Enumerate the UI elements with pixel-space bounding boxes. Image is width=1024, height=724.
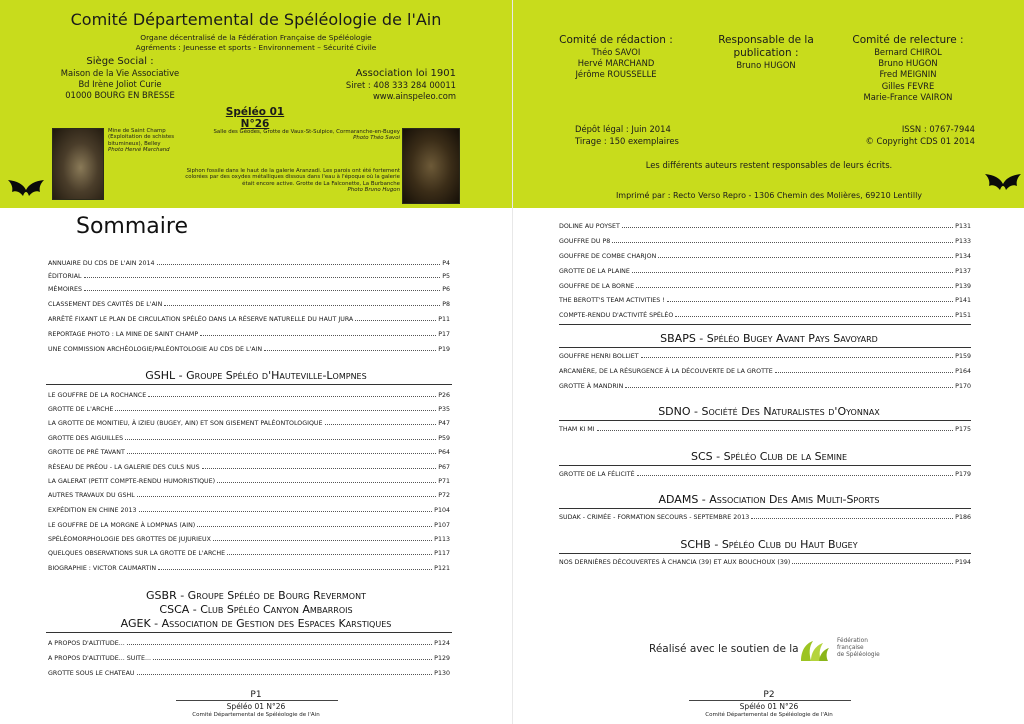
toc-entry bbox=[48, 560, 450, 572]
toc-entry bbox=[559, 218, 971, 230]
siege-heading: Siège Social : bbox=[86, 56, 154, 67]
toc-leader-dots bbox=[148, 396, 436, 397]
toc-entry-title: EXPÉDITION EN CHINE 2013 bbox=[48, 507, 137, 514]
org-subtitle-1: Organe décentralisé de la Fédération Française de Spéléologie bbox=[140, 33, 372, 42]
toc-entry bbox=[48, 531, 450, 543]
toc-entry-title: AUTRES TRAVAUX DU GSHL bbox=[48, 492, 135, 499]
toc-leader-dots bbox=[84, 290, 440, 291]
ffs-line-2: française bbox=[837, 644, 864, 651]
toc-entry bbox=[559, 348, 971, 360]
support-text: Réalisé avec le soutien de la bbox=[649, 643, 799, 655]
toc-leader-dots bbox=[632, 272, 953, 273]
issue-number: Spéléo 01 N°26 bbox=[225, 106, 285, 130]
toc-leader-dots bbox=[612, 242, 953, 243]
toc-entry bbox=[48, 635, 450, 647]
ffs-line-1: Fédération bbox=[837, 638, 868, 644]
toc-leader-dots bbox=[127, 453, 436, 454]
siege-social bbox=[60, 56, 180, 102]
toc-entry-title: COMPTE-RENDU D'ACTIVITÉ SPÉLÉO bbox=[559, 312, 674, 319]
relecture-name: Marie-France VAIRON bbox=[863, 91, 953, 102]
section-heading-gshl: GSHL - Groupe Spéléo d'Hauteville-Lompnes bbox=[145, 369, 367, 382]
toc-entry-page: P8 bbox=[442, 301, 450, 308]
siege-line-1: Maison de la Vie Associative bbox=[60, 68, 180, 78]
toc-entry bbox=[48, 387, 450, 399]
page-2 bbox=[512, 0, 1024, 724]
toc-entry-page: P139 bbox=[955, 283, 971, 290]
relecture-name: Bruno HUGON bbox=[878, 58, 938, 69]
org-subtitle-2: Agréments : Jeunesse et sports - Environnement – Sécurité Civile bbox=[135, 43, 377, 52]
toc-leader-dots bbox=[197, 526, 432, 527]
toc-entry bbox=[48, 487, 450, 499]
toc-entry-page: P107 bbox=[434, 522, 450, 529]
toc-entry-title: LA GALERAT (PETIT COMPTE-RENDU HUMORISTIQUE) bbox=[48, 478, 216, 485]
toc-entry bbox=[559, 307, 971, 319]
section-heading-csca: CSCA - Club Spéléo Canyon Ambarrois bbox=[159, 603, 353, 616]
toc-entry-title: QUELQUES OBSERVATIONS SUR LA GROTTE DE L'ARCHE bbox=[48, 550, 226, 557]
toc-leader-dots bbox=[137, 496, 436, 497]
bat-icon bbox=[983, 172, 1023, 194]
toc-leader-dots bbox=[751, 518, 953, 519]
toc-entry bbox=[48, 326, 450, 338]
toc-leader-dots bbox=[675, 316, 953, 317]
toc-entry-page: P133 bbox=[955, 238, 971, 245]
toc-entry bbox=[48, 430, 450, 442]
toc-entry-page: P151 bbox=[955, 312, 971, 319]
toc-leader-dots bbox=[153, 659, 432, 660]
toc-leader-dots bbox=[775, 372, 953, 373]
toc-entry-title: GROTTE DE LA PLAINE bbox=[559, 268, 630, 275]
section-heading-gsbr: GSBR - Groupe Spéléo de Bourg Revermont bbox=[146, 589, 366, 602]
toc-entry-title: ARCANIÈRE, DE LA RÉSURGENCE À LA DÉCOUVERTE DE LA GROTTE bbox=[559, 368, 773, 375]
toc-entry-title: ÉDITORIAL bbox=[48, 273, 82, 280]
photo3-credit: Photo Bruno Hugon bbox=[347, 187, 400, 194]
toc-entry-title: GROTTE À MANDRIN bbox=[559, 383, 624, 390]
toc-entry-title: SPÉLÉOMORPHOLOGIE DES GROTTES DE JUJURIEUX bbox=[48, 536, 211, 543]
association-info bbox=[326, 68, 456, 103]
section-rule bbox=[46, 384, 452, 385]
toc-entry-page: P121 bbox=[434, 565, 450, 572]
toc-entry-page: P129 bbox=[434, 655, 450, 662]
relecture-heading: Comité de relecture : bbox=[852, 34, 964, 46]
footer-org: Comité Départemental de Spéléologie de l'Ain bbox=[705, 712, 833, 718]
photo1-caption-text: Mine de Saint Champ (Exploitation de schistes bitumineux), Belley bbox=[108, 128, 175, 147]
toc-entry bbox=[48, 444, 450, 456]
toc-entry bbox=[48, 255, 450, 267]
toc-entry bbox=[48, 268, 450, 280]
toc-entry-page: P11 bbox=[438, 316, 450, 323]
toc-entry-title: GOUFFRE DE LA BORNE bbox=[559, 283, 635, 290]
photo3-caption bbox=[182, 168, 400, 194]
toc-entry-title: RÉSEAU DE PRÉOU - LA GALERIE DES CULS NUS bbox=[48, 464, 200, 471]
toc-entry-page: P104 bbox=[434, 507, 450, 514]
section-heading-schb: SCHB - Spéléo Club du Haut Bugey bbox=[680, 538, 858, 551]
toc-leader-dots bbox=[667, 301, 953, 302]
toc-entry-page: P19 bbox=[438, 346, 450, 353]
footer-issue: Spéléo 01 N°26 bbox=[226, 702, 286, 711]
photo2-credit: Photo Théo Savoi bbox=[353, 135, 400, 142]
toc-leader-dots bbox=[202, 468, 437, 469]
toc-entry-title: LE GOUFFRE DE LA MORGNE À LOMPNAS (AIN) bbox=[48, 522, 196, 529]
toc-entry bbox=[48, 281, 450, 293]
toc-entry bbox=[559, 363, 971, 375]
ffs-line-3: de Spéléologie bbox=[837, 651, 880, 658]
toc-entry-page: P141 bbox=[955, 297, 971, 304]
toc-entry bbox=[559, 509, 971, 521]
toc-entry-title: LE GOUFFRE DE LA ROCHANCE bbox=[48, 392, 147, 399]
toc-entry-title: CLASSEMENT DES CAVITÉS DE L'AIN bbox=[48, 301, 163, 308]
section-rule bbox=[46, 632, 452, 633]
toc-entry bbox=[48, 665, 450, 677]
toc-entry-page: P64 bbox=[438, 449, 450, 456]
bat-icon bbox=[6, 178, 46, 200]
toc-entry-title: GROTTE SOUS LE CHATEAU bbox=[48, 670, 135, 677]
siege-line-2: Bd Irène Joliot Curie bbox=[78, 79, 162, 90]
toc-entry bbox=[559, 554, 971, 566]
toc-entry-title: A PROPOS D'ALTITUDE... SUITE... bbox=[48, 655, 152, 662]
sommaire-heading: Sommaire bbox=[76, 214, 188, 239]
toc-leader-dots bbox=[658, 257, 953, 258]
section-heading-scs: SCS - Spéléo Club de la Semine bbox=[690, 450, 847, 463]
tirage: Tirage : 150 exemplaires bbox=[575, 135, 679, 146]
toc-entry-title: MÉMOIRES bbox=[48, 286, 83, 293]
toc-entry-title: NOS DERNIÈRES DÉCOUVERTES À CHANCIA (39) ET AUX BOUCHOUX (39) bbox=[559, 559, 791, 566]
toc-entry-title: A PROPOS D'ALTITUDE... bbox=[48, 640, 125, 647]
toc-entry-page: P175 bbox=[955, 426, 971, 433]
footer-issue: Spéléo 01 N°26 bbox=[739, 702, 799, 711]
photo3-caption-text: Siphon fossile dans le haut de la galerie Aranzadi. Les parois ont été fortement colorées par des oxydes métalliques dissous dans l'eau à l'époque où la galerie était encore active. Grotte de La Falconette, La Burbanche bbox=[185, 168, 400, 187]
toc-entry bbox=[48, 341, 450, 353]
toc-entry-title: DOLINE AU POYSET bbox=[559, 223, 620, 230]
footer-page-number: P2 bbox=[763, 690, 775, 700]
toc-entry-title: LA GROTTE DE MONITIEU, À IZIEU (BUGEY, AIN) ET SON GISEMENT PALÉONTOLOGIQUE bbox=[48, 420, 323, 427]
toc-entry-title: THE BEROTT'S TEAM ACTIVITIES ! bbox=[559, 297, 665, 304]
toc-leader-dots bbox=[200, 335, 436, 336]
toc-entry bbox=[48, 296, 450, 308]
ffs-logo-icon bbox=[797, 637, 831, 665]
relecture-name: Gilles FEVRE bbox=[881, 80, 935, 91]
copyright: © Copyright CDS 01 2014 bbox=[865, 135, 975, 146]
toc-entry-page: P59 bbox=[438, 435, 450, 442]
toc-entry-page: P117 bbox=[434, 550, 450, 557]
toc-entry bbox=[559, 278, 971, 290]
ffs-logo-text bbox=[837, 638, 880, 658]
toc-entry bbox=[48, 311, 450, 323]
depot-legal: Dépôt légal : Juin 2014 bbox=[575, 124, 671, 134]
relecture-name: Fred MEIGNIN bbox=[879, 69, 937, 80]
toc-entry bbox=[559, 233, 971, 245]
toc-entry-page: P72 bbox=[438, 492, 450, 499]
toc-entry bbox=[48, 650, 450, 662]
publication-manager bbox=[701, 34, 831, 71]
toc-entry bbox=[48, 502, 450, 514]
toc-entry-title: UNE COMMISSION ARCHÉOLOGIE/PALÉONTOLOGIE AU CDS DE L'AIN bbox=[48, 346, 263, 353]
toc-leader-dots bbox=[157, 264, 441, 265]
credits-banner bbox=[513, 0, 1024, 208]
photo1-credit: Photo Hervé Marchand bbox=[108, 147, 170, 154]
toc-entry bbox=[559, 466, 971, 478]
assoc-heading: Association loi 1901 bbox=[355, 68, 456, 79]
toc-leader-dots bbox=[164, 305, 440, 306]
section-heading-agek: AGEK - Association de Gestion des Espaces Karstiques bbox=[120, 617, 392, 630]
photo2-caption bbox=[210, 129, 400, 142]
toc-entry-page: P134 bbox=[955, 253, 971, 260]
toc-leader-dots bbox=[127, 644, 432, 645]
toc-leader-dots bbox=[264, 350, 436, 351]
toc-leader-dots bbox=[125, 439, 436, 440]
toc-entry-title: GROTTE DES AIGUILLES bbox=[48, 435, 124, 442]
issn: ISSN : 0767-7944 bbox=[901, 124, 975, 134]
toc-entry-title: BIOGRAPHIE : VICTOR CAUMARTIN bbox=[48, 565, 157, 572]
redaction-heading: Comité de rédaction : bbox=[559, 34, 673, 46]
toc-entry bbox=[559, 248, 971, 260]
toc-leader-dots bbox=[158, 569, 432, 570]
toc-entry-title: GOUFFRE DU P8 bbox=[559, 238, 611, 245]
footer-rule bbox=[176, 700, 338, 701]
toc-entry-page: P137 bbox=[955, 268, 971, 275]
toc-entry bbox=[48, 473, 450, 485]
toc-entry-page: P71 bbox=[438, 478, 450, 485]
toc-leader-dots bbox=[115, 410, 436, 411]
toc-entry-page: P6 bbox=[442, 286, 450, 293]
authors-note: Les différents auteurs restent responsables de leurs écrits. bbox=[645, 160, 893, 170]
toc-entry-title: ANNUAIRE DU CDS DE L'AIN 2014 bbox=[48, 260, 155, 267]
toc-entry-page: P67 bbox=[438, 464, 450, 471]
toc-leader-dots bbox=[597, 430, 954, 431]
mine-photo bbox=[52, 128, 104, 200]
redaction-name: Hervé MARCHAND bbox=[577, 58, 655, 69]
issn-block bbox=[863, 124, 975, 147]
toc-entry bbox=[48, 415, 450, 427]
toc-entry-page: P113 bbox=[434, 536, 450, 543]
toc-entry bbox=[559, 421, 971, 433]
toc-entry-page: P170 bbox=[955, 383, 971, 390]
toc-entry-page: P5 bbox=[442, 273, 450, 280]
publication-heading-2: publication : bbox=[733, 47, 799, 59]
photo1-caption bbox=[108, 128, 196, 154]
toc-entry-title: GOUFFRE DE COMBE CHARJON bbox=[559, 253, 657, 260]
siret: Siret : 408 333 284 00011 bbox=[345, 79, 456, 90]
siege-line-3: 01000 BOURG EN BRESSE bbox=[65, 90, 175, 101]
toc-leader-dots bbox=[637, 475, 954, 476]
toc-entry-page: P130 bbox=[434, 670, 450, 677]
toc-leader-dots bbox=[355, 320, 436, 321]
toc-entry-page: P131 bbox=[955, 223, 971, 230]
legal-deposit bbox=[575, 124, 679, 147]
redaction-committee bbox=[553, 34, 679, 81]
toc-entry-page: P124 bbox=[434, 640, 450, 647]
section-heading-sbaps: SBAPS - Spéléo Bugey Avant Pays Savoyard bbox=[660, 332, 878, 345]
toc-entry-title: GOUFFRE HENRI BOLLIET bbox=[559, 353, 639, 360]
toc-entry bbox=[48, 517, 450, 529]
org-title: Comité Départemental de Spéléologie de l'Ain bbox=[70, 10, 442, 29]
toc-leader-dots bbox=[622, 227, 953, 228]
toc-entry-page: P179 bbox=[955, 471, 971, 478]
toc-entry-title: GROTTE DE L'ARCHE bbox=[48, 406, 114, 413]
toc-entry bbox=[48, 545, 450, 557]
toc-entry-page: P26 bbox=[438, 392, 450, 399]
section-heading-sdno: SDNO - Société Des Naturalistes d'Oyonnax bbox=[658, 405, 880, 418]
toc-entry-page: P4 bbox=[442, 260, 450, 267]
toc-entry-title: GROTTE DE PRÉ TAVANT bbox=[48, 449, 125, 456]
toc-entry-title: THAM KI MI bbox=[559, 426, 595, 433]
toc-entry-title: SUDAK - CRIMÉE - FORMATION SECOURS - SEPTEMBRE 2013 bbox=[559, 514, 750, 521]
toc-entry-page: P194 bbox=[955, 559, 971, 566]
toc-entry-title: ARRÊTÉ FIXANT LE PLAN DE CIRCULATION SPÉLÉO DANS LA RÉSERVE NATURELLE DU HAUT JURA bbox=[48, 316, 354, 323]
publication-heading-1: Responsable de la bbox=[718, 34, 814, 46]
toc-entry-page: P159 bbox=[955, 353, 971, 360]
toc-leader-dots bbox=[792, 563, 953, 564]
toc-entry-page: P17 bbox=[438, 331, 450, 338]
toc-entry bbox=[559, 378, 971, 390]
geodes-photo bbox=[402, 128, 460, 204]
toc-leader-dots bbox=[139, 511, 433, 512]
toc-leader-dots bbox=[325, 424, 437, 425]
toc-leader-dots bbox=[217, 482, 436, 483]
section-heading-adams: ADAMS - Association Des Amis Multi-Sports bbox=[658, 493, 880, 506]
redaction-name: Théo SAVOI bbox=[591, 47, 641, 57]
toc-entry-page: P164 bbox=[955, 368, 971, 375]
toc-entry-page: P35 bbox=[438, 406, 450, 413]
publication-name: Bruno HUGON bbox=[736, 60, 796, 70]
section-rule bbox=[559, 324, 971, 325]
printer: Imprimé par : Recto Verso Repro - 1306 Chemin des Molières, 69210 Lentilly bbox=[615, 191, 923, 200]
toc-leader-dots bbox=[641, 357, 954, 358]
footer-rule bbox=[689, 700, 851, 701]
toc-leader-dots bbox=[84, 277, 441, 278]
toc-entry bbox=[48, 401, 450, 413]
toc-entry-title: REPORTAGE PHOTO : LA MINE DE SAINT CHAMP bbox=[48, 331, 199, 338]
toc-leader-dots bbox=[625, 387, 953, 388]
photo2-caption-text: Salle des Géodes, Grotte de Vaux-St-Sulpice, Cormaranche-en-Bugey bbox=[213, 129, 400, 135]
toc-leader-dots bbox=[137, 674, 433, 675]
redaction-name: Jérôme ROUSSELLE bbox=[575, 69, 657, 80]
footer-page-number: P1 bbox=[250, 690, 262, 700]
website: www.ainspeleo.com bbox=[372, 91, 456, 102]
relecture-committee bbox=[843, 34, 973, 103]
toc-entry-title: GROTTE DE LA FÉLICITÉ bbox=[559, 471, 635, 478]
footer-org: Comité Départemental de Spéléologie de l'Ain bbox=[192, 712, 320, 718]
toc-entry-page: P186 bbox=[955, 514, 971, 521]
header-banner bbox=[0, 0, 512, 208]
relecture-name: Bernard CHIROL bbox=[874, 47, 942, 57]
toc-leader-dots bbox=[213, 540, 432, 541]
toc-entry-page: P47 bbox=[438, 420, 450, 427]
toc-entry bbox=[48, 459, 450, 471]
toc-leader-dots bbox=[227, 554, 432, 555]
toc-leader-dots bbox=[636, 287, 953, 288]
toc-entry bbox=[559, 263, 971, 275]
toc-entry bbox=[559, 292, 971, 304]
